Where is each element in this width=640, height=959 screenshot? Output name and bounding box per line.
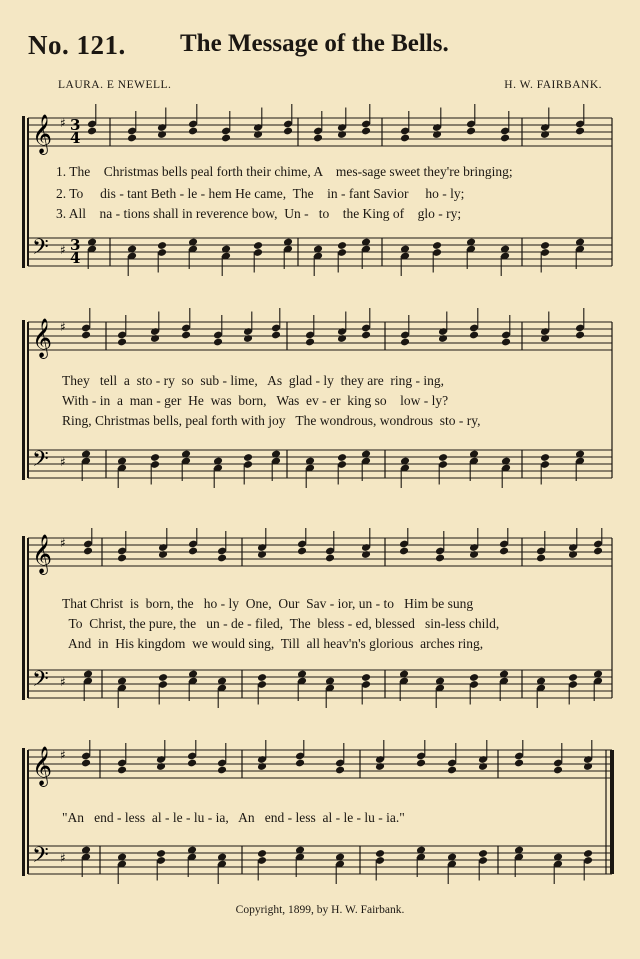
note-head: [157, 241, 167, 250]
note-head: [478, 849, 488, 858]
verse-line-3-1: That Christ is born, the ho - ly One, Our Sav - ior, un - to Him be sung: [62, 596, 474, 611]
verse-line-3-2: To Christ, the pure, the un - de - filed, The bless - ed, blessed sin-less child,: [62, 616, 500, 631]
note-head: [469, 673, 479, 682]
note-head: [117, 766, 127, 775]
note-head: [416, 759, 426, 768]
note-head: [117, 338, 127, 347]
note-head: [217, 554, 227, 563]
note-head: [375, 762, 385, 771]
note-head: [335, 766, 345, 775]
key-sharp-icon: ♯: [60, 116, 66, 130]
treble-clef-icon: 𝄞: [32, 534, 53, 574]
note-head: [361, 331, 371, 340]
system-bracket: [22, 116, 25, 268]
verse-line-1-2: 2. To dis - tant Beth - le - hem He came, The in - fant Savior ho - ly;: [56, 186, 465, 201]
note-head: [469, 331, 479, 340]
key-sharp-icon: ♯: [60, 536, 66, 550]
note-head: [150, 453, 160, 462]
note-head: [540, 453, 550, 462]
note-head: [217, 766, 227, 775]
note-head: [156, 762, 166, 771]
note-head: [305, 338, 315, 347]
note-head: [337, 130, 347, 139]
note-head: [568, 550, 578, 559]
note-head: [375, 849, 385, 858]
lyricist-credit: LAURA. E NEWELL.: [58, 79, 172, 91]
copyright-notice: Copyright, 1899, by H. W. Fairbank.: [235, 904, 405, 916]
note-head: [337, 453, 347, 462]
key-sharp-icon: ♯: [60, 243, 66, 257]
note-head: [158, 673, 168, 682]
note-head: [87, 127, 97, 136]
time-signature: 4: [70, 249, 81, 267]
verse-line-2-2: With - in a man - ger He was born, Was ev - er king so low - ly?: [62, 393, 449, 408]
note-head: [253, 241, 263, 250]
note-head: [399, 547, 409, 556]
hymn-title: The Message of the Bells.: [180, 30, 449, 57]
key-sharp-icon: ♯: [60, 455, 66, 469]
note-head: [188, 547, 198, 556]
note-head: [540, 130, 550, 139]
verse-line-2-1: They tell a sto - ry so sub - lime, As glad - ly they are ring - ing,: [62, 373, 445, 388]
note-head: [253, 130, 263, 139]
verse-line-4-1: "An end - less al - le - lu - ia, An end - less al - le - lu - ia.": [62, 810, 405, 825]
note-head: [553, 766, 563, 775]
note-head: [257, 762, 267, 771]
note-head: [361, 127, 371, 136]
treble-clef-icon: 𝄞: [32, 318, 53, 358]
note-head: [400, 134, 410, 143]
note-head: [432, 130, 442, 139]
key-sharp-icon: ♯: [60, 320, 66, 334]
note-head: [499, 547, 509, 556]
system-bracket: [22, 320, 25, 480]
note-head: [117, 554, 127, 563]
composer-credit: H. W. FAIRBANK.: [504, 79, 602, 91]
note-head: [157, 130, 167, 139]
system-bracket: [22, 748, 25, 876]
verse-line-3-3: And in His kingdom we would sing, Till all heav'n's glorious arches ring,: [62, 636, 484, 651]
note-head: [213, 338, 223, 347]
note-head: [313, 134, 323, 143]
note-head: [466, 127, 476, 136]
key-sharp-icon: ♯: [60, 851, 66, 865]
bass-clef-icon: 𝄢: [32, 447, 49, 477]
note-head: [361, 673, 371, 682]
note-head: [568, 673, 578, 682]
note-head: [501, 338, 511, 347]
note-head: [181, 331, 191, 340]
note-head: [257, 673, 267, 682]
verse-line-1-3: 3. All na - tions shall in reverence bow, Un - to the King of glo - ry;: [56, 206, 462, 221]
note-head: [188, 127, 198, 136]
treble-clef-icon: 𝄞: [32, 114, 53, 154]
bass-clef-icon: 𝄢: [32, 235, 49, 265]
note-head: [583, 762, 593, 771]
key-sharp-icon: ♯: [60, 675, 66, 689]
note-head: [478, 762, 488, 771]
note-head: [540, 334, 550, 343]
note-head: [297, 547, 307, 556]
note-head: [575, 127, 585, 136]
hymn-number: No. 121.: [28, 30, 126, 60]
note-head: [447, 766, 457, 775]
note-head: [500, 134, 510, 143]
note-head: [361, 550, 371, 559]
bass-clef-icon: 𝄢: [32, 667, 49, 697]
verse-line-1-1: 1. The Christmas bells peal forth their chime, A mes-sage sweet they're bringing;: [56, 164, 513, 179]
note-head: [583, 849, 593, 858]
note-head: [257, 849, 267, 858]
note-head: [221, 134, 231, 143]
note-head: [514, 759, 524, 768]
note-head: [400, 338, 410, 347]
note-head: [187, 759, 197, 768]
note-head: [438, 334, 448, 343]
note-head: [150, 334, 160, 343]
note-head: [156, 849, 166, 858]
verse-line-2-3: Ring, Christmas bells, peal forth with joy The wondrous, wondrous sto - ry,: [62, 413, 481, 428]
note-head: [540, 241, 550, 250]
note-head: [435, 554, 445, 563]
note-head: [337, 334, 347, 343]
note-head: [243, 453, 253, 462]
note-head: [536, 554, 546, 563]
note-head: [432, 241, 442, 250]
note-head: [271, 331, 281, 340]
note-head: [127, 134, 137, 143]
note-head: [325, 554, 335, 563]
time-signature: 4: [70, 129, 81, 147]
note-head: [469, 550, 479, 559]
note-head: [337, 241, 347, 250]
note-head: [438, 453, 448, 462]
time-signature: 3: [70, 236, 81, 254]
note-head: [593, 547, 603, 556]
key-sharp-icon: ♯: [60, 748, 66, 762]
note-head: [243, 334, 253, 343]
note-head: [81, 331, 91, 340]
note-head: [283, 127, 293, 136]
note-head: [158, 550, 168, 559]
note-head: [575, 331, 585, 340]
treble-clef-icon: 𝄞: [32, 746, 53, 786]
time-signature: 3: [70, 116, 81, 134]
note-head: [81, 759, 91, 768]
note-head: [257, 550, 267, 559]
system-bracket: [22, 536, 25, 700]
bass-clef-icon: 𝄢: [32, 843, 49, 873]
note-head: [295, 759, 305, 768]
note-head: [83, 547, 93, 556]
